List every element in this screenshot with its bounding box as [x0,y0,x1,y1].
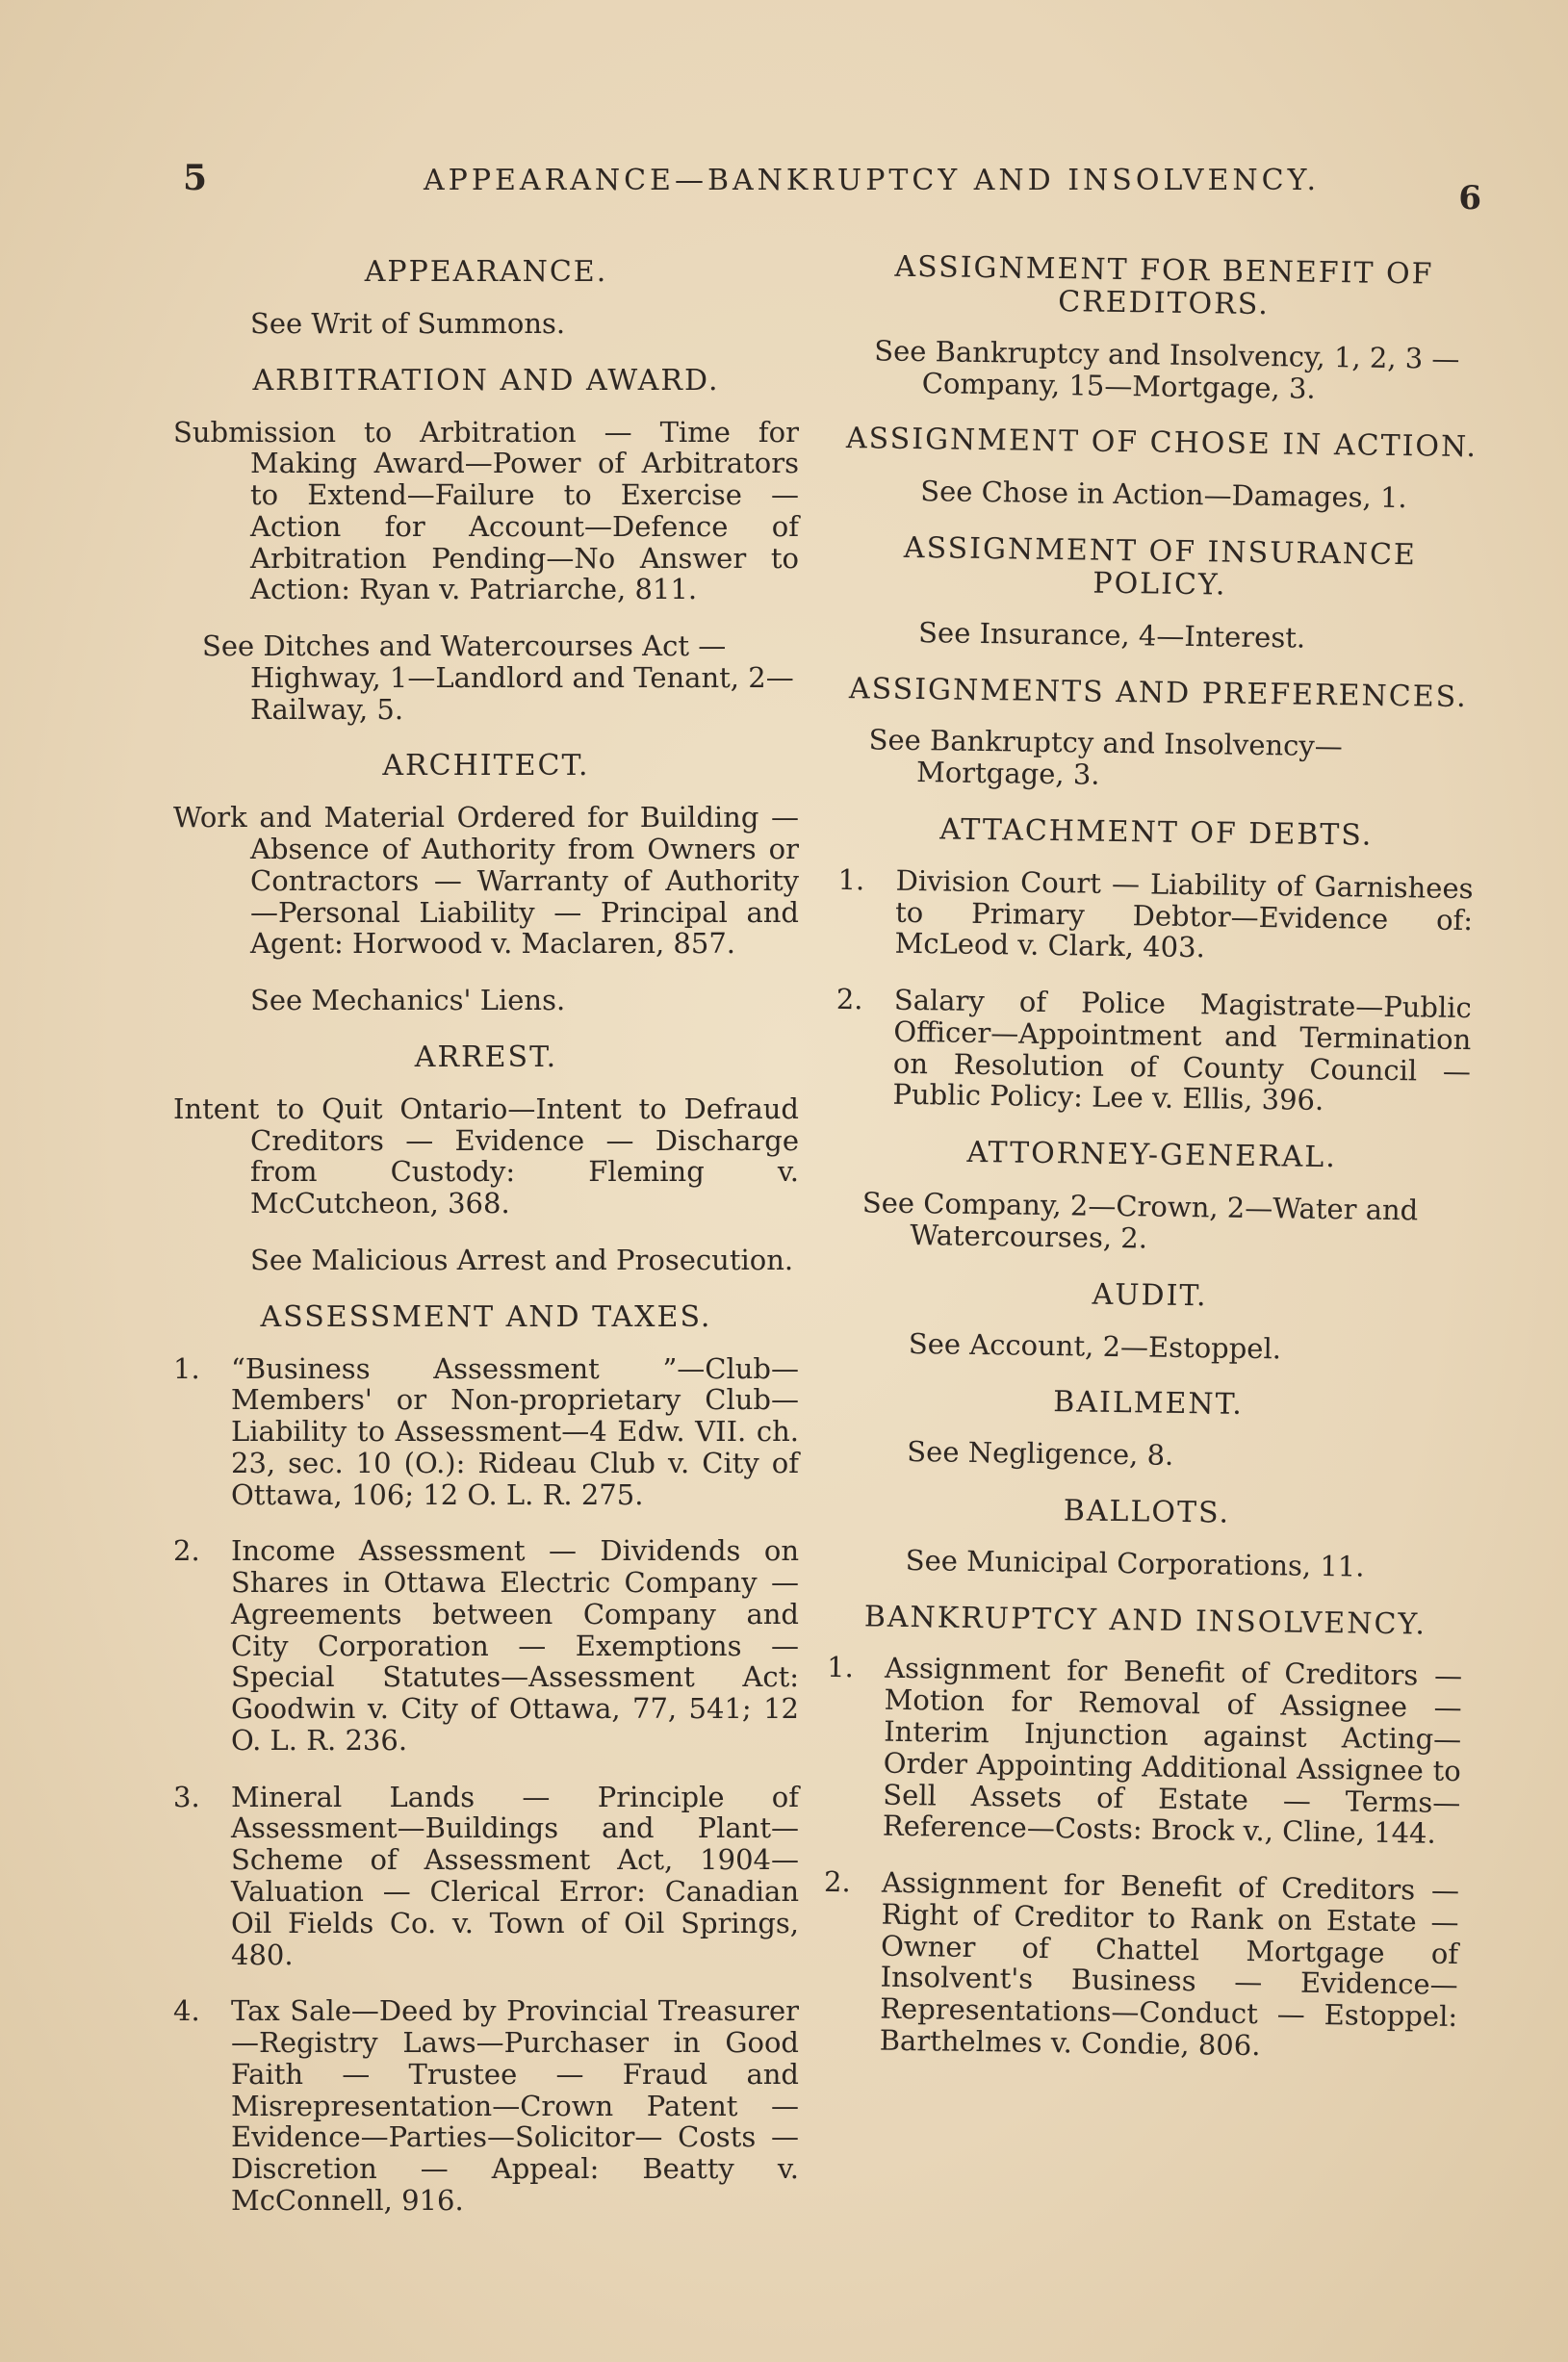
see-reference: See Mechanics' Liens. [250,984,566,1017]
numbered-entry [173,1535,799,1756]
entry-text: Salary of Police Magistrate—Public Officer—Appointment and Termination on Resolution of County Council —Public Policy: Lee v. Ellis, 396. [892,983,1473,1117]
see-reference: See Malicious Arrest and Prosecution. [250,1243,794,1276]
see-reference: See Account, 2—Estoppel. [908,1326,1282,1365]
entry-architect: Work and Material Ordered for Building —Absence of Authority from Owners or Contractors — Warranty of Authority—Personal Liability — Principal and Agent: Horwood v. Maclaren, 857. [173,801,799,961]
heading-architect: ARCHITECT. [382,749,590,783]
see-reference: See Negligence, 8. [907,1435,1174,1473]
heading-arbitration: ARBITRATION AND AWARD. [252,363,720,398]
entry-number: 2. [173,1534,200,1568]
running-title: APPEARANCE—BANKRUPTCY AND INSOLVENCY. [424,164,1321,197]
entry-text: Tax Sale—Deed by Provincial Treasurer—Registry Laws—Purchaser in Good Faith — Trustee — Fraud and Misrepresentation—Crown Patent — Evidence—Parties—Solicitor— Costs — Discretion — Appeal: Beatty v. McConnell, 916. [231,1994,799,2217]
numbered-entry [825,1652,1463,1850]
numbered-entry [173,1782,799,1971]
numbered-entry [173,1353,799,1511]
entry-number: 4. [173,1994,200,2028]
left-page-number: 5 [183,158,208,198]
heading-arrest: ARREST. [414,1040,558,1074]
numbered-entry [173,1995,799,2216]
heading-assessment: ASSESSMENT AND TAXES. [260,1299,712,1334]
heading-attachment: ATTACHMENT OF DEBTS. [939,812,1374,853]
right-column [821,231,1482,2090]
see-reference: See Municipal Corporations, 11. [905,1543,1365,1583]
see-reference: See Bankruptcy and Insolvency—Mortgage, 3. [868,723,1344,791]
see-reference: See Bankruptcy and Insolvency, 1, 2, 3 —Company, 15—Mortgage, 3. [874,334,1460,405]
see-reference: See Company, 2—Crown, 2—Water and Watercourses, 2. [861,1186,1419,1255]
entry-number: 3. [173,1780,200,1813]
heading-audit: AUDIT. [1092,1277,1208,1313]
entry-text: Assignment for Benefit of Creditors —Motion for Removal of Assignee — Interim Injunction against Acting— Order Appointing Additional Assignee to Sell Assets of Estate — Terms—Reference—Costs: Brock v., Cline, 144. [882,1652,1463,1850]
heading-bankruptcy: BANKRUPTCY AND INSOLVENCY. [863,1599,1427,1642]
entry-text: Division Court — Liability of Garnishees to Primary Debtor—Evidence of: McLeod v. Clark, 403. [894,863,1474,964]
see-reference: See Writ of Summons. [250,306,566,340]
heading-ballots: BALLOTS. [1063,1494,1231,1530]
numbered-entry [822,1866,1460,2065]
entry-arrest: Intent to Quit Ontario—Intent to Defraud Creditors — Evidence — Discharge from Custody: Fleming v. McCutcheon, 368. [173,1091,799,1220]
see-reference: See Chose in Action—Damages, 1. [919,475,1407,515]
numbered-entry [835,984,1472,1118]
heading-bailment: BAILMENT. [1053,1385,1245,1423]
entry-number: 1. [173,1351,200,1385]
entry-number: 2. [835,983,863,1016]
entry-text: Assignment for Benefit of Creditors —Right of Creditor to Rank on Estate —Owner of Chattel Mortgage of Insolvent's Business — Evidence—Representations—Conduct — Estoppel: Barthelmes v. Condie, 806. [879,1865,1460,2063]
heading-attorney-general: ATTORNEY-GENERAL. [966,1136,1338,1175]
right-page-number: 6 [1458,179,1481,218]
entry-number: 2. [823,1864,851,1899]
entry-number: 1. [837,862,865,897]
heading-assignment-insurance: ASSIGNMENT OF INSURANCE POLICY. [903,530,1418,603]
numbered-entry [836,864,1473,968]
entry-arbitration: Submission to Arbitration — Time for Making Award—Power of Arbitrators to Extend—Failure to Exercise —Action for Account—Defence of Arbitration Pending—No Answer to Action: Ryan v. Patriarche, 811. [173,415,799,606]
heading-assignment-benefit: ASSIGNMENT FOR BENEFIT OF CREDITORS. [894,249,1434,322]
left-column [173,231,799,2242]
entry-text: Income Assessment — Dividends on Shares in Ottawa Electric Company —Agreements between Company and City Corporation — Exemptions — Special Statutes—Assessment Act: Goodwin v. City of Ottawa, 77, 541; 12 O. L. R. 236. [231,1534,799,1757]
entry-text: Mineral Lands — Principle of Assessment—Buildings and Plant—Scheme of Assessment Act, 1904—Valuation — Clerical Error: Canadian Oil Fields Co. v. Town of Oil Springs, 480. [231,1780,799,1971]
heading-appearance: APPEARANCE. [364,255,608,289]
running-head [173,154,1491,218]
heading-assignments-preferences: ASSIGNMENTS AND PREFERENCES. [848,671,1468,714]
see-reference: See Insurance, 4—Interest. [917,615,1306,655]
entry-number: 1. [826,1651,855,1684]
see-reference: See Ditches and Watercourses Act — Highway, 1—Landlord and Tenant, 2—Railway, 5. [202,629,794,726]
entry-text: “Business Assessment ”—Club—Members' or Non-proprietary Club—Liability to Assessment—4 Edw. VII. ch. 23, sec. 10 (O.): Rideau Club v. City of Ottawa, 106; 12 O. L. R. 275. [231,1351,799,1511]
heading-assignment-chose: ASSIGNMENT OF CHOSE IN ACTION. [845,422,1478,465]
